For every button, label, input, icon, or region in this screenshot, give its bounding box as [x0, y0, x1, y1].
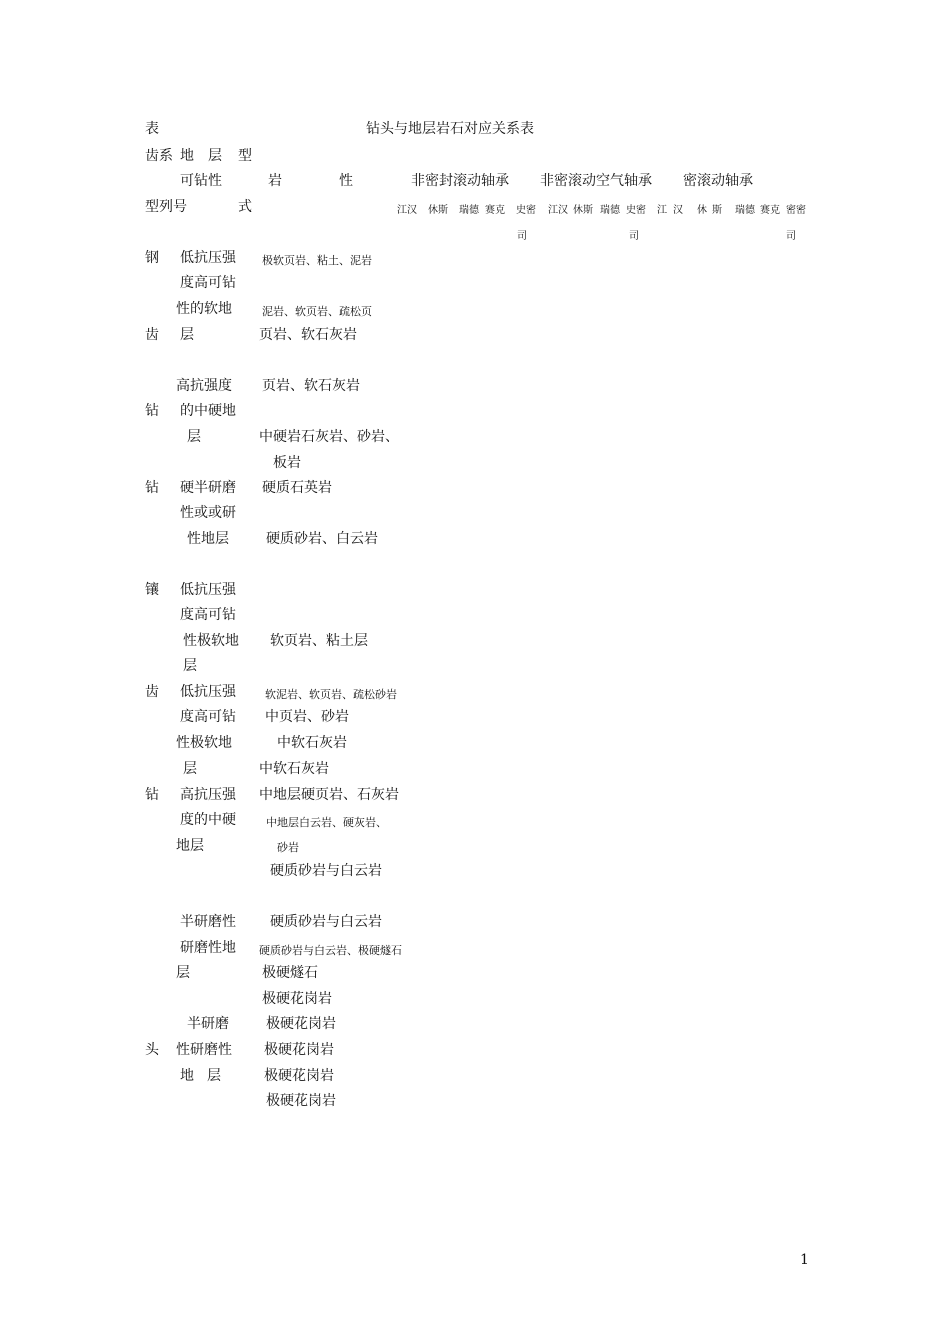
rock-type: 硬质石英岩 [262, 480, 332, 496]
header-rock: 岩 [268, 173, 282, 189]
rock-type: 极硬花岗岩 [266, 1016, 336, 1032]
maker-label: 斯 [712, 205, 722, 216]
formation-desc: 层 [183, 761, 197, 777]
header-series: 型列号 [145, 199, 187, 215]
side-label: 头 [145, 1042, 159, 1058]
rock-type: 硬质砂岩与白云岩、极硬燧石 [259, 944, 402, 957]
maker-label: 赛克 [485, 205, 505, 216]
maker-label: 史密 [626, 205, 646, 216]
rock-type: 硬质砂岩、白云岩 [266, 531, 378, 547]
maker-label: 江汉 [397, 205, 417, 216]
rock-type: 硬质砂岩与白云岩 [270, 914, 382, 930]
maker-label: 史密 [516, 205, 536, 216]
formation-desc: 层 [183, 658, 197, 674]
rock-type: 中软石灰岩 [277, 735, 347, 751]
rock-type: 软页岩、粘土层 [270, 633, 368, 649]
maker-label: 瑞德 [735, 205, 755, 216]
formation-desc: 性或或研 [180, 505, 236, 521]
page-number: 1 [800, 1252, 809, 1268]
maker-label: 休斯 [428, 205, 448, 216]
formation-desc: 层 [176, 965, 190, 981]
side-label: 钻 [145, 787, 159, 803]
maker-label: 瑞德 [459, 205, 479, 216]
header-style: 式 [238, 199, 252, 215]
rock-type: 极硬花岗岩 [266, 1093, 336, 1109]
rock-type: 中地层白云岩、硬灰岩、 [266, 816, 387, 829]
header-group-sealed-roller: 密滚动轴承 [683, 173, 753, 189]
formation-desc: 性极软地 [176, 735, 232, 751]
formation-desc: 高抗压强 [180, 787, 236, 803]
formation-desc: 度的中硬 [180, 812, 236, 828]
formation-desc: 高抗强度 [176, 378, 232, 394]
formation-desc: 半研磨 [187, 1016, 229, 1032]
formation-desc: 的中硬地 [180, 403, 236, 419]
maker-label: 汉 [673, 205, 683, 216]
rock-type: 中软石灰岩 [259, 761, 329, 777]
maker-label-wrap: 司 [786, 231, 796, 242]
formation-desc: 性地层 [187, 531, 229, 547]
header-property: 性 [339, 173, 353, 189]
formation-desc: 性研磨性 [176, 1042, 232, 1058]
header-formation-2: 层 [208, 148, 222, 164]
rock-type: 泥岩、软页岩、疏松页 [262, 305, 372, 318]
formation-desc: 低抗压强 [180, 250, 236, 266]
rock-type: 中地层硬页岩、石灰岩 [259, 787, 399, 803]
rock-type: 砂岩 [277, 841, 299, 854]
maker-label: 赛克 [760, 205, 780, 216]
rock-type: 页岩、软石灰岩 [259, 327, 357, 343]
header-group-unsealed-roller: 非密封滚动轴承 [411, 173, 509, 189]
formation-desc: 层 [207, 1068, 221, 1084]
rock-type: 软泥岩、软页岩、疏松砂岩 [265, 688, 397, 701]
header-drillability: 可钻性 [180, 173, 222, 189]
header-formation-1: 地 [180, 148, 194, 164]
formation-desc: 层 [180, 327, 194, 343]
rock-type: 极硬花岗岩 [262, 991, 332, 1007]
rock-type: 中硬岩石灰岩、砂岩、 [259, 429, 399, 445]
side-label: 镶 [145, 582, 159, 598]
rock-type: 硬质砂岩与白云岩 [270, 863, 382, 879]
rock-type: 极硬花岗岩 [264, 1068, 334, 1084]
rock-type: 极硬花岗岩 [264, 1042, 334, 1058]
maker-label: 江汉 [548, 205, 568, 216]
rock-type: 页岩、软石灰岩 [262, 378, 360, 394]
header-group-unsealed-air: 非密滚动空气轴承 [540, 173, 652, 189]
header-type: 型 [238, 148, 252, 164]
formation-desc: 硬半研磨 [180, 480, 236, 496]
maker-label: 密密 [786, 205, 806, 216]
page-title: 钻头与地层岩石对应关系表 [366, 121, 534, 137]
formation-desc: 性极软地 [183, 633, 239, 649]
formation-desc: 性的软地 [176, 301, 232, 317]
formation-desc: 度高可钻 [180, 709, 236, 725]
side-label: 钢 [145, 250, 159, 266]
maker-label: 江 [657, 205, 667, 216]
formation-desc: 低抗压强 [180, 684, 236, 700]
maker-label: 瑞德 [600, 205, 620, 216]
rock-type: 板岩 [273, 455, 301, 471]
formation-desc: 半研磨性 [180, 914, 236, 930]
side-label: 钻 [145, 403, 159, 419]
rock-type: 中页岩、砂岩 [265, 709, 349, 725]
maker-label-wrap: 司 [629, 231, 639, 242]
maker-label-wrap: 司 [517, 231, 527, 242]
maker-label: 休 [697, 205, 707, 216]
formation-desc: 低抗压强 [180, 582, 236, 598]
maker-label: 休斯 [573, 205, 593, 216]
rock-type: 极硬燧石 [262, 965, 318, 981]
rock-type: 极软页岩、粘土、泥岩 [262, 254, 372, 267]
side-label: 钻 [145, 480, 159, 496]
formation-desc: 研磨性地 [180, 940, 236, 956]
formation-desc: 地层 [176, 838, 204, 854]
header-tooth-system: 齿系 [145, 148, 173, 164]
side-label: 齿 [145, 327, 159, 343]
formation-desc: 度高可钻 [180, 607, 236, 623]
table-label: 表 [145, 121, 159, 137]
side-label: 齿 [145, 684, 159, 700]
formation-desc: 地 [180, 1068, 194, 1084]
formation-desc: 度高可钻 [180, 275, 236, 291]
formation-desc: 层 [187, 429, 201, 445]
